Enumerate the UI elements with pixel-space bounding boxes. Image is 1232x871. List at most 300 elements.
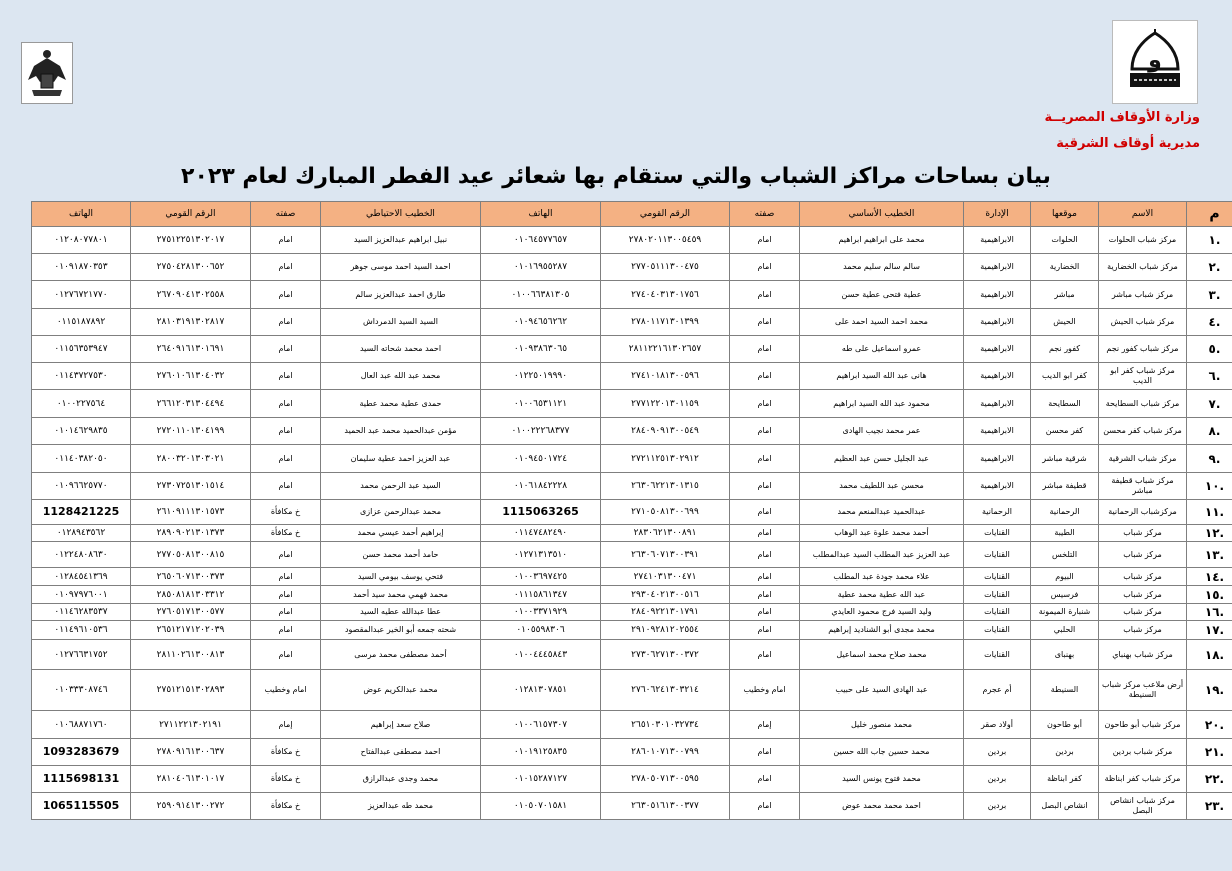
cell-main-national-id: ٢٩١٠٩٢٨١٢٠٢٥٥٤ [601,621,730,640]
cell-backup-national-id: ٢٦٤٠٩١٦١٣٠١٦٩١ [131,336,251,363]
cell-backup-national-id: ٢٦٦١٢٠٣١٣٠٤٤٩٤ [131,390,251,418]
cell-administration: الابراهيمية [964,309,1031,336]
cell-main-role: امام [730,586,800,604]
cell-backup-national-id: ٢٥٩٠٩١٤١٣٠٠٢٧٢ [131,793,251,820]
table-row [32,473,1232,500]
cell-index: ١. [1187,227,1232,254]
cell-backup-phone: ٠١٢٨٩٤٣٥٦٢ [32,525,131,542]
cell-backup-phone: ٠١٢٨٤٥٤١٣٦٩ [32,568,131,586]
cell-main-preacher: محمد مجدى أبو الشناديد إبراهيم [800,621,964,640]
cell-location: مباشر [1031,281,1099,309]
eagle-icon [26,46,68,100]
cell-index: ١٩. [1187,670,1232,711]
cell-main-national-id: ٢٧٨٠٥٠٧١٣٠٠٥٩٥ [601,766,730,793]
cell-backup-phone: ٠١٠٣٣٣٠٨٧٤٦ [32,670,131,711]
cell-backup-role: امام [251,390,321,418]
cell-main-role: امام وخطيب [730,670,800,711]
cell-backup-national-id: ٢٨٠٠٣٢٠١٣٠٣٠٢١ [131,445,251,473]
table-row [32,281,1232,309]
cell-backup-phone: ٠١٢٧٦٦٣١٧٥٢ [32,640,131,670]
table-row [32,640,1232,670]
cell-main-preacher: محمد على ابراهيم ابراهيم [800,227,964,254]
cell-backup-phone: 1128421225 [32,500,131,525]
cell-location: الحيش [1031,309,1099,336]
cell-main-role: إمام [730,711,800,739]
cell-backup-national-id: ٢٨٥٠٨١٨١٣٠٣٣١٢ [131,586,251,604]
column-header-index: م [1187,202,1232,227]
cell-backup-national-id: ٢٦٥١٢١٧١٢٠٢٠٣٩ [131,621,251,640]
cell-index: ١٠. [1187,473,1232,500]
cell-backup-national-id: ٢٧٣٠٧٢٥١٣٠١٥١٤ [131,473,251,500]
cell-backup-phone: ٠١٢٧٦٧٢١٧٧٠ [32,281,131,309]
cell-main-preacher: محمد منصور خليل [800,711,964,739]
cell-main-national-id: ٢٧٤٠٤٠٣١٣٠١٧٥٦ [601,281,730,309]
cell-location: السنيطة [1031,670,1099,711]
cell-name: مركز شباب كفر محسن [1099,418,1187,445]
cell-backup-national-id: ٢٦٥٠٦٠٧١٣٠٠٣٧٣ [131,568,251,586]
cell-backup-preacher: محمد وجدى عبدالرازق [321,766,481,793]
cell-administration: بردين [964,739,1031,766]
cell-backup-preacher: حمدى عطية محمد عطية [321,390,481,418]
cell-administration: الابراهيمية [964,473,1031,500]
cell-main-role: امام [730,621,800,640]
cell-name: مركز شباب بهنباي [1099,640,1187,670]
cell-backup-role: امام [251,227,321,254]
cell-backup-preacher: شحته جمعه أبو الخير عبدالمقصود [321,621,481,640]
cell-index: ٢٠. [1187,711,1232,739]
cell-main-role: امام [730,542,800,568]
cell-backup-role: خ مكافأة [251,766,321,793]
cell-name: أرض ملاعب مركز شباب السنيطة [1099,670,1187,711]
cell-location: الحلبي [1031,621,1099,640]
cell-backup-preacher: فتحي يوسف بيومي السيد [321,568,481,586]
egypt-eagle-emblem-icon [21,42,73,104]
cell-backup-national-id: ٢٨١٠٣١٩١٣٠٢٨١٧ [131,309,251,336]
cell-backup-preacher: السيد عبد الرحمن محمد [321,473,481,500]
cell-backup-phone: ٠١٠٩٧٩٧٦٠٠١ [32,586,131,604]
cell-location: الحلوات [1031,227,1099,254]
cell-index: ٢١. [1187,739,1232,766]
column-header-administration: الإدارة [964,202,1031,227]
cell-administration: القنايات [964,586,1031,604]
cell-main-role: امام [730,568,800,586]
cell-main-phone: ٠١١٤٧٤٨٢٤٩٠ [481,525,601,542]
cell-backup-phone: ٠١١٥٦٣٥٣٩٤٧ [32,336,131,363]
cell-backup-role: امام [251,621,321,640]
youth-centers-table [31,201,1232,820]
mosque-dome-icon [1120,27,1190,97]
cell-backup-phone: ٠١١٤٠٣٨٢٠٥٠ [32,445,131,473]
cell-name: مركز شباب السطايحة [1099,390,1187,418]
table-row [32,363,1232,390]
cell-backup-phone: ٠١٠٩١٨٧٠٣٥٣ [32,254,131,281]
cell-main-national-id: ٢٦٣٠٦٠٧١٣٠٠٣٩١ [601,542,730,568]
cell-location: البيوم [1031,568,1099,586]
cell-main-phone: 1115063265 [481,500,601,525]
cell-index: ٥. [1187,336,1232,363]
table-row [32,711,1232,739]
cell-backup-preacher: عبد العزيز احمد عطية سليمان [321,445,481,473]
cell-main-role: امام [730,363,800,390]
page-title: بيان بساحات مراكز الشباب والتي ستقام بها شعائر عيد الفطر المبارك لعام ٢٠٢٣ [181,164,1051,189]
cell-main-preacher: أحمد محمد علوة عبد الوهاب [800,525,964,542]
cell-name: مركز شباب انشاص البصل [1099,793,1187,820]
cell-main-phone: ٠١٠١٩١٢٥٨٣٥ [481,739,601,766]
cell-main-phone: ٠١٠٠٤٤٤٥٨٤٣ [481,640,601,670]
cell-backup-national-id: ٢٦٧٠٩٠٤١٣٠٢٥٥٨ [131,281,251,309]
cell-administration: الابراهيمية [964,336,1031,363]
table-body [32,227,1232,820]
cell-main-role: امام [730,525,800,542]
cell-main-phone: ٠١٠٥٠٧٠١٥٨١ [481,793,601,820]
cell-name: مركز شباب [1099,525,1187,542]
cell-main-preacher: سالم سالم سليم محمد [800,254,964,281]
cell-location: السطايحة [1031,390,1099,418]
cell-administration: أولاد صقر [964,711,1031,739]
cell-main-role: امام [730,418,800,445]
cell-name: مركزشباب الرحمانية [1099,500,1187,525]
cell-main-national-id: ٢٧٤١٠٣١٣٠٠٤٧١ [601,568,730,586]
cell-backup-phone: ٠١٠١٤٦٢٩٨٣٥ [32,418,131,445]
cell-main-national-id: ٢٧٨٠١١٧١٣٠١٣٩٩ [601,309,730,336]
cell-administration: الرحمانية [964,500,1031,525]
cell-index: ١٧. [1187,621,1232,640]
table-row [32,621,1232,640]
cell-backup-preacher: إبراهيم أحمد عيسي محمد [321,525,481,542]
cell-name: مركز شباب الحلوات [1099,227,1187,254]
cell-main-phone: ٠١٠٠٢٢٢٦٨٣٧٧ [481,418,601,445]
cell-index: ١١. [1187,500,1232,525]
table-row [32,418,1232,445]
cell-backup-preacher: السيد السيد الدمرداش [321,309,481,336]
cell-backup-preacher: نبيل ابراهيم عبدالعزيز السيد [321,227,481,254]
cell-index: ١٦. [1187,604,1232,621]
cell-index: ٩. [1187,445,1232,473]
table-row [32,568,1232,586]
cell-backup-role: امام [251,281,321,309]
cell-main-national-id: ٢٧١٠٥٠٨١٣٠٠٦٩٩ [601,500,730,525]
cell-main-preacher: محمد احمد السيد احمد على [800,309,964,336]
cell-main-role: امام [730,390,800,418]
cell-backup-national-id: ٢٨١٠٤٠٦١٣٠١٠١٧ [131,766,251,793]
cell-backup-role: خ مكافأة [251,500,321,525]
cell-main-national-id: ٢٧٧٠٥١١١٣٠٠٤٧٥ [601,254,730,281]
cell-main-preacher: عبد الجليل حسن عبد العظيم [800,445,964,473]
cell-main-national-id: ٢٧٦٠٦٢٤١٣٠٣٢١٤ [601,670,730,711]
cell-administration: الابراهيمية [964,445,1031,473]
cell-backup-national-id: ٢٧٥١٢٢٥١٣٠٢٠١٧ [131,227,251,254]
cell-administration: الابراهيمية [964,281,1031,309]
cell-backup-role: امام [251,542,321,568]
cell-administration: القنايات [964,604,1031,621]
cell-location: كفر ابو الديب [1031,363,1099,390]
table-row [32,670,1232,711]
table-row [32,586,1232,604]
cell-backup-role: خ مكافأة [251,793,321,820]
cell-name: مركز شباب مباشر [1099,281,1187,309]
cell-main-preacher: عبدالحميد عبدالمنعم محمد [800,500,964,525]
cell-backup-role: امام [251,418,321,445]
cell-name: مركز شباب [1099,586,1187,604]
cell-main-role: امام [730,473,800,500]
ministry-name: وزارة الأوقاف المصريــة [1044,110,1200,125]
cell-name: مركز شباب الشرقية [1099,445,1187,473]
cell-main-preacher: هانى عبد الله السيد ابراهيم [800,363,964,390]
column-header-name: الاسم [1099,202,1187,227]
cell-location: كفور نجم [1031,336,1099,363]
cell-index: ٢٣. [1187,793,1232,820]
cell-main-preacher: محسن عبد اللطيف محمد [800,473,964,500]
cell-index: ٢. [1187,254,1232,281]
cell-backup-preacher: عطا عبدالله عطيه السيد [321,604,481,621]
cell-name: مركز شباب الخضارية [1099,254,1187,281]
cell-main-role: امام [730,445,800,473]
cell-backup-national-id: ٢٨٩٠٩٠٢١٣٠١٣٧٣ [131,525,251,542]
cell-backup-role: امام [251,568,321,586]
cell-main-national-id: ٢٨٦٠١٠٧١٣٠٠٧٩٩ [601,739,730,766]
cell-main-national-id: ٢٩٣٠٤٠٢١٣٠٠٥١٦ [601,586,730,604]
cell-administration: الابراهيمية [964,418,1031,445]
cell-backup-national-id: ٢٧١١٢٢١٣٠٢١٩١ [131,711,251,739]
cell-location: كفر ابناظة [1031,766,1099,793]
cell-index: ٦. [1187,363,1232,390]
cell-backup-preacher: طارق احمد عبدالعزيز سالم [321,281,481,309]
cell-main-national-id: ٢٨٤٠٩٢٢١٣٠١٧٩١ [601,604,730,621]
cell-backup-preacher: حامد أحمد محمد حسن [321,542,481,568]
cell-backup-role: امام [251,473,321,500]
cell-location: شنبارة الميمونة [1031,604,1099,621]
cell-main-role: امام [730,793,800,820]
cell-backup-preacher: احمد السيد احمد موسى جوهر [321,254,481,281]
cell-name: مركز شباب قطيفة مباشر [1099,473,1187,500]
cell-main-role: امام [730,739,800,766]
table-row [32,309,1232,336]
cell-main-role: امام [730,640,800,670]
cell-administration: بردين [964,793,1031,820]
column-header-backup-preacher: الخطيب الاحتياطي [321,202,481,227]
awqaf-ministry-logo-icon [1112,20,1198,104]
cell-backup-preacher: محمد عبد الله عبد العال [321,363,481,390]
cell-main-preacher: محمد فتوح يونس السيد [800,766,964,793]
cell-backup-phone: 1115698131 [32,766,131,793]
cell-name: مركز شباب الحيش [1099,309,1187,336]
cell-backup-phone: ٠١٢٠٨٠٧٧٨٠١ [32,227,131,254]
cell-main-preacher: عبد العزيز عبد المطلب السيد عبدالمطلب [800,542,964,568]
cell-administration: الابراهيمية [964,390,1031,418]
cell-backup-national-id: ٢٨١١٠٢٦١٣٠٠٨١٣ [131,640,251,670]
cell-main-preacher: عبد الهادى السيد على حبيب [800,670,964,711]
column-header-location: موقعها [1031,202,1099,227]
cell-backup-role: امام [251,336,321,363]
cell-backup-preacher: صلاح سعد إبراهيم [321,711,481,739]
table-row [32,227,1232,254]
cell-location: الرحمانية [1031,500,1099,525]
cell-backup-preacher: محمد فهمي محمد سيد أحمد [321,586,481,604]
cell-backup-national-id: ٢٧٨٠٩١٦١٣٠٠٦٣٧ [131,739,251,766]
cell-main-preacher: محمد صلاح محمد اسماعيل [800,640,964,670]
cell-main-national-id: ٢٦٥١٠٣٠١٠٣٢٧٣٤ [601,711,730,739]
column-header-main-phone: الهاتف [481,202,601,227]
cell-backup-role: امام وخطيب [251,670,321,711]
cell-main-role: امام [730,281,800,309]
cell-backup-preacher: أحمد مصطفى محمد مرسى [321,640,481,670]
cell-backup-preacher: محمد عبدالرحمن عزازى [321,500,481,525]
cell-main-preacher: محمود عبد الله السيد ابراهيم [800,390,964,418]
cell-location: فرسيس [1031,586,1099,604]
cell-backup-phone: ٠١٠٩٦٦٢٥٧٧٠ [32,473,131,500]
cell-backup-preacher: احمد محمد شحاته السيد [321,336,481,363]
cell-administration: الابراهيمية [964,227,1031,254]
cell-main-national-id: ٢٧٤١٠١٨١٣٠٠٥٩٦ [601,363,730,390]
cell-main-national-id: ٢٦٣٠٦٢٢١٣٠١٣١٥ [601,473,730,500]
cell-index: ١٢. [1187,525,1232,542]
cell-main-phone: ٠١٠٠٦٥٣١١٢١ [481,390,601,418]
cell-administration: القنايات [964,525,1031,542]
cell-location: الطيبة [1031,525,1099,542]
cell-main-phone: ٠١٠٠٦٦٣٨١٣٠٥ [481,281,601,309]
cell-administration: الابراهيمية [964,254,1031,281]
cell-location: الخضارية [1031,254,1099,281]
cell-main-role: امام [730,500,800,525]
cell-administration: القنايات [964,542,1031,568]
cell-backup-phone: ٠١١٥١٨٧٨٩٢ [32,309,131,336]
cell-main-national-id: ٢٨١١٢٢١٦١٣٠٢٦٥٧ [601,336,730,363]
cell-index: ٢٢. [1187,766,1232,793]
cell-backup-national-id: ٢٧٦٠٥١٧١٣٠٠٥٧٧ [131,604,251,621]
cell-location: قطيفة مباشر [1031,473,1099,500]
column-header-main-preacher: الخطيب الأساسي [800,202,964,227]
table-row [32,254,1232,281]
cell-backup-role: امام [251,445,321,473]
cell-main-role: امام [730,604,800,621]
cell-backup-national-id: ٢٧٢٠١١٠١٣٠٤١٩٩ [131,418,251,445]
table-row [32,793,1232,820]
cell-backup-preacher: مؤمن عبدالحميد محمد عبد الحميد [321,418,481,445]
cell-backup-national-id: ٢٧٦٠١٠٦١٣٠٤٠٣٢ [131,363,251,390]
cell-main-national-id: ٢٨٣٠٦٢١٣٠٠٨٩١ [601,525,730,542]
cell-backup-phone: ٠١٠٦٨٨٧١٧٦٠ [32,711,131,739]
cell-main-national-id: ٢٦٣٠٥١٦١٣٠٠٣٧٧ [601,793,730,820]
cell-main-phone: ٠١٠٩٤٥٠١٧٢٤ [481,445,601,473]
cell-main-phone: ٠١٠٦١٨٤٢٢٢٨ [481,473,601,500]
cell-main-phone: ٠١٠١٦٩٥٥٢٨٧ [481,254,601,281]
cell-backup-national-id: ٢٦١٠٩١١١٣٠١٥٧٣ [131,500,251,525]
cell-backup-role: إمام [251,711,321,739]
cell-backup-role: امام [251,604,321,621]
cell-index: ٤. [1187,309,1232,336]
table-row [32,445,1232,473]
cell-backup-national-id: ٢٧٥٠٤٢٨١٣٠٠٦٥٢ [131,254,251,281]
column-header-backup-phone: الهاتف [32,202,131,227]
cell-main-preacher: علاء محمد جودة عبد المطلب [800,568,964,586]
cell-main-national-id: ٢٧٧١٢٢٠١٣٠١١٥٩ [601,390,730,418]
cell-index: ١٤. [1187,568,1232,586]
cell-main-role: امام [730,336,800,363]
directorate-name: مديرية أوقاف الشرقية [1056,136,1200,151]
cell-name: مركز شباب أبو طاحون [1099,711,1187,739]
cell-backup-role: امام [251,363,321,390]
cell-backup-phone: 1065115505 [32,793,131,820]
cell-name: مركز شباب كفر ابناظة [1099,766,1187,793]
cell-administration: بردين [964,766,1031,793]
cell-main-phone: ٠١٠٥٥٩٨٣٠٦ [481,621,601,640]
svg-text:و: و [1148,48,1162,73]
cell-main-phone: ٠١٠٠٣٦٩٧٤٢٥ [481,568,601,586]
cell-index: ١٣. [1187,542,1232,568]
table-header [32,202,1232,227]
cell-backup-role: امام [251,640,321,670]
cell-main-phone: ٠١٢٨١٣٠٧٨٥١ [481,670,601,711]
cell-main-role: امام [730,254,800,281]
cell-name: مركز شباب [1099,568,1187,586]
cell-main-national-id: ٢٧٨٠٢٠١١٣٠٠٥٤٥٩ [601,227,730,254]
cell-main-phone: ٠١١١٥٨٦١٣٤٧ [481,586,601,604]
cell-administration: الابراهيمية [964,363,1031,390]
cell-location: أبو طاحون [1031,711,1099,739]
cell-main-role: امام [730,227,800,254]
cell-backup-phone: ٠١١٤٩٦١٠٥٣٦ [32,621,131,640]
cell-administration: القنايات [964,640,1031,670]
cell-administration: أم عجرم [964,670,1031,711]
column-header-main-role: صفته [730,202,800,227]
cell-main-phone: ٠١٠١٥٢٨٧١٢٧ [481,766,601,793]
cell-backup-role: خ مكافأة [251,525,321,542]
cell-location: بردين [1031,739,1099,766]
cell-backup-phone: ٠١٢٢٤٨٠٨٦٣٠ [32,542,131,568]
cell-main-phone: ٠١٢٧١٣١٣٥١٠ [481,542,601,568]
cell-backup-phone: ٠١٠٠٢٢٧٥٦٤ [32,390,131,418]
table-row [32,542,1232,568]
cell-name: مركز شباب كفور نجم [1099,336,1187,363]
cell-backup-role: خ مكافأة [251,739,321,766]
table-row [32,390,1232,418]
cell-main-role: امام [730,766,800,793]
cell-main-role: امام [730,309,800,336]
column-header-main-national-id: الرقم القومي [601,202,730,227]
cell-backup-role: امام [251,309,321,336]
cell-index: ٨. [1187,418,1232,445]
cell-main-preacher: وليد السيد فرج محمود العايدي [800,604,964,621]
cell-location: انشاص البصل [1031,793,1099,820]
cell-main-national-id: ٢٧٣٠٦٢٧١٣٠٠٣٧٢ [601,640,730,670]
cell-backup-national-id: ٢٧٥١٢١٥١٣٠٢٨٩٣ [131,670,251,711]
table-row [32,525,1232,542]
cell-location: بهنباى [1031,640,1099,670]
cell-index: ٣. [1187,281,1232,309]
cell-backup-role: امام [251,586,321,604]
column-header-backup-national-id: الرقم القومي [131,202,251,227]
table-row [32,604,1232,621]
cell-main-preacher: عمرو اسماعيل على طه [800,336,964,363]
cell-location: شرقية مباشر [1031,445,1099,473]
cell-backup-preacher: محمد عبدالكريم عوض [321,670,481,711]
cell-name: مركز شباب [1099,604,1187,621]
cell-location: التلخس [1031,542,1099,568]
table-row [32,336,1232,363]
cell-main-preacher: عمر محمد نجيب الهادى [800,418,964,445]
cell-main-preacher: عطية فتحى عطية حسن [800,281,964,309]
cell-backup-preacher: احمد مصطفى عبدالفتاح [321,739,481,766]
cell-main-phone: ٠١٠٩٣٨٦٣٠٦٥ [481,336,601,363]
cell-backup-national-id: ٢٧٧٠٥٠٨١٣٠٠٨١٥ [131,542,251,568]
cell-administration: القنايات [964,568,1031,586]
table-row [32,500,1232,525]
cell-main-national-id: ٢٧٢١١٢٥١٣٠٢٩١٢ [601,445,730,473]
cell-main-phone: ٠١٠٠٣٣٧١٩٢٩ [481,604,601,621]
cell-name: مركز شباب كفر ابو الديب [1099,363,1187,390]
cell-backup-preacher: محمد طه عبدالعزيز [321,793,481,820]
cell-main-preacher: عبد الله عطية محمد عطية [800,586,964,604]
